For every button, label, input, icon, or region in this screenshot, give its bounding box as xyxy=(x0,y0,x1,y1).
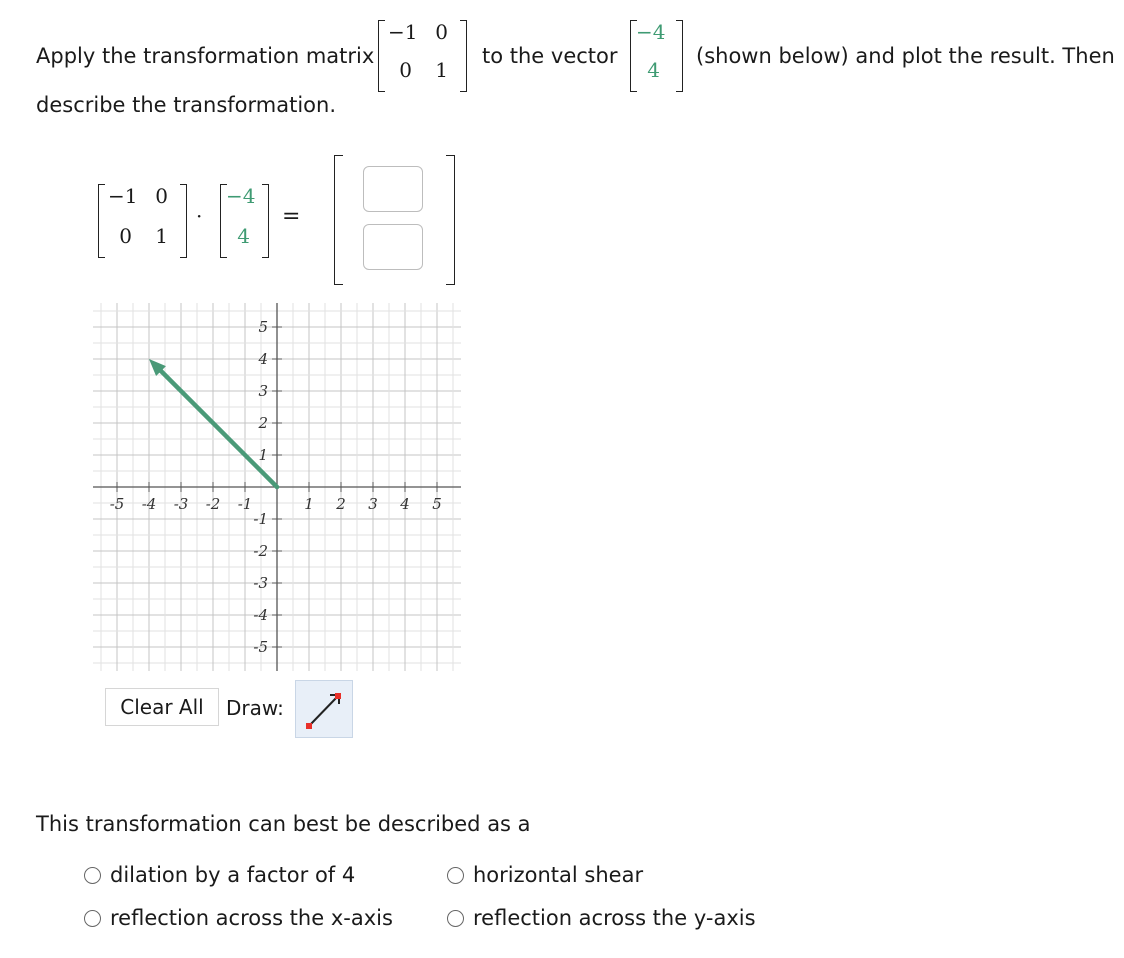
y-tick-label: 3 xyxy=(258,382,268,400)
clear-all-button[interactable]: Clear All xyxy=(105,688,219,726)
prompt-apply-text: Apply the transformation matrix xyxy=(36,44,375,68)
option-dilation[interactable] xyxy=(84,863,355,887)
option-label: horizontal shear xyxy=(473,863,644,887)
radio-button[interactable] xyxy=(84,910,101,927)
answer-bracket-right xyxy=(446,155,455,285)
x-tick-label: -2 xyxy=(205,495,221,513)
answer-input-y[interactable] xyxy=(363,224,423,270)
eq-matrix-bracket-right xyxy=(180,184,187,258)
vector-arrow-icon xyxy=(296,681,354,739)
radio-button[interactable] xyxy=(447,910,464,927)
matrix-bracket-right xyxy=(460,20,467,92)
y-tick-label: 2 xyxy=(258,414,268,432)
vector-v1: −4 xyxy=(636,20,666,44)
eq-matrix-a11: −1 xyxy=(108,184,138,208)
coordinate-graph[interactable] xyxy=(90,300,470,680)
y-tick-label: -4 xyxy=(253,606,268,624)
y-tick-label: -1 xyxy=(253,510,268,528)
option-reflection-x-axis[interactable] xyxy=(84,906,393,930)
x-tick-label: -5 xyxy=(109,495,125,513)
answer-bracket-left xyxy=(334,155,343,285)
matrix-a22: 1 xyxy=(435,58,448,82)
x-tick-label: 4 xyxy=(400,495,410,513)
prompt-to-vector-text: to the vector xyxy=(482,44,618,68)
eq-vector-v1: −4 xyxy=(226,184,256,208)
radio-button[interactable] xyxy=(447,867,464,884)
eq-matrix-bracket-left xyxy=(98,184,105,258)
eq-vector-v2: 4 xyxy=(237,224,250,248)
y-tick-label: 5 xyxy=(258,318,268,336)
vector-v2: 4 xyxy=(647,58,660,82)
eq-matrix-a22: 1 xyxy=(155,224,168,248)
y-tick-label: 4 xyxy=(258,350,268,368)
eq-equals: = xyxy=(282,204,301,229)
x-tick-label: 5 xyxy=(432,495,442,513)
x-tick-label: 2 xyxy=(336,495,346,513)
answer-input-x[interactable] xyxy=(363,166,423,212)
x-tick-label: -1 xyxy=(237,495,253,513)
draw-label: Draw: xyxy=(226,696,284,720)
y-tick-label: -3 xyxy=(253,574,268,592)
eq-vector-bracket-right xyxy=(262,184,269,258)
x-tick-label: 1 xyxy=(304,495,314,513)
matrix-a11: −1 xyxy=(388,20,418,44)
y-tick-label: -2 xyxy=(253,542,268,560)
option-reflection-y-axis[interactable] xyxy=(447,906,756,930)
option-horizontal-shear[interactable] xyxy=(447,863,643,887)
draw-vector-tool-button[interactable] xyxy=(295,680,353,738)
eq-dot: · xyxy=(196,204,203,228)
eq-matrix-a21: 0 xyxy=(119,224,132,248)
radio-button[interactable] xyxy=(84,867,101,884)
y-tick-label: 1 xyxy=(258,446,268,464)
vector-bracket-right xyxy=(676,20,683,92)
matrix-a12: 0 xyxy=(435,20,448,44)
option-label: reflection across the y-axis xyxy=(473,906,756,930)
x-tick-label: -3 xyxy=(173,495,189,513)
y-tick-label: -5 xyxy=(253,638,268,656)
prompt-line2: describe the transformation. xyxy=(36,93,336,117)
x-tick-label: 3 xyxy=(368,495,378,513)
question-text: This transformation can best be described as a xyxy=(36,812,531,836)
prompt-shown-below-text: (shown below) and plot the result. Then xyxy=(696,44,1115,68)
matrix-bracket-left xyxy=(378,20,385,92)
eq-matrix-a12: 0 xyxy=(155,184,168,208)
x-tick-label: -4 xyxy=(141,495,157,513)
option-label: dilation by a factor of 4 xyxy=(110,863,356,887)
option-label: reflection across the x-axis xyxy=(110,906,393,930)
matrix-a21: 0 xyxy=(399,58,412,82)
